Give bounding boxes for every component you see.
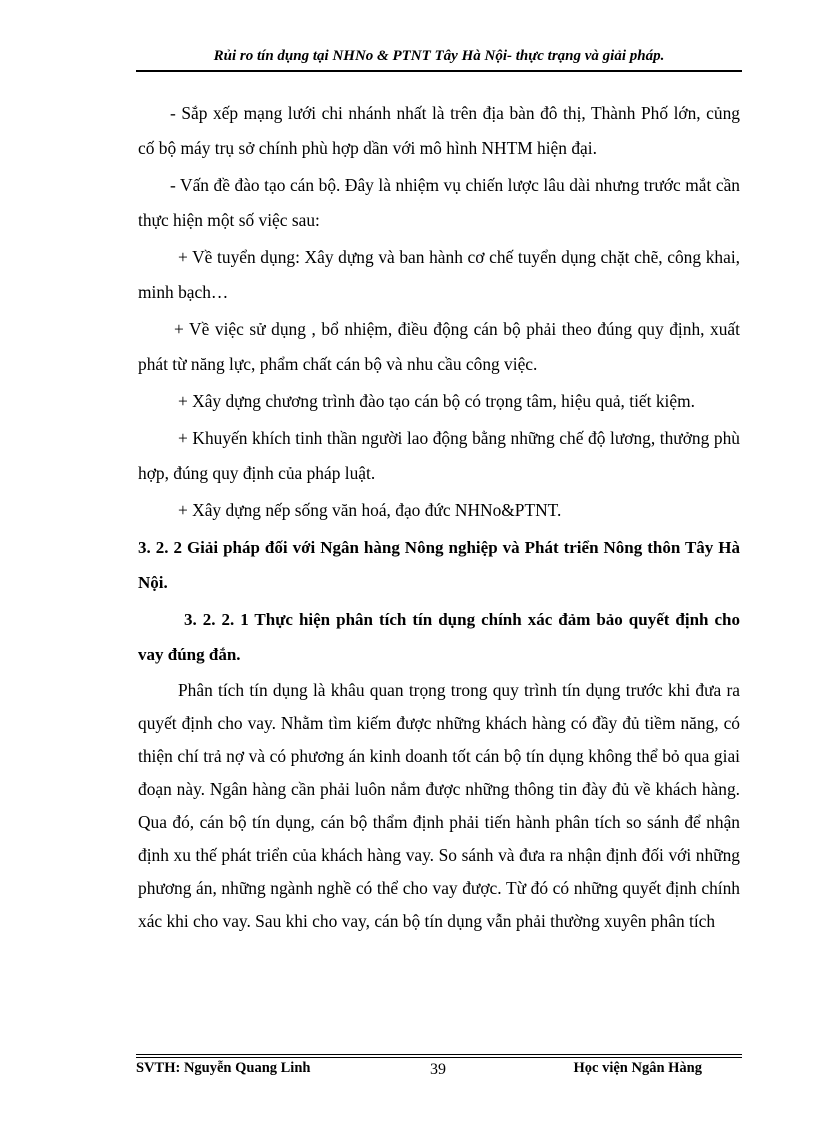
section-heading: 3. 2. 2 Giải pháp đối với Ngân hàng Nông nghiệp và Phát triển Nông thôn Tây Hà Nội. (138, 538, 740, 592)
paragraph-recruitment: + Về tuyển dụng: Xây dựng và ban hành cơ chế tuyển dụng chặt chẽ, công khai, minh bạch… (138, 247, 740, 302)
footer-page-number: 39 (430, 1061, 446, 1078)
footer-rule-bottom (136, 1057, 742, 1058)
paragraph-culture: + Xây dựng nếp sống văn hoá, đạo đức NHNo&PTNT. (178, 500, 562, 520)
page-header (136, 46, 742, 72)
paragraph-credit-analysis: Phân tích tín dụng là khâu quan trọng trong quy trình tín dụng trước khi đưa ra quyết định cho vay. Nhằm tìm kiếm được những khách hàng có đầy đủ tiềm năng, có thiện chí trả nợ và có phương án kinh doanh tốt cán bộ tín dụng không thể bỏ qua giai đoạn này. Ngân hàng cần phải luôn nắm được những thông tin đày đủ về khách hàng. Qua đó, cán bộ tín dụng, cán bộ thẩm định phải tiến hành phân tích so sánh để nhận định xu thế phát triển của khách hàng vay. So sánh và đưa ra nhận định đối với những phương án, những ngành nghề có thể cho vay được. Từ đó có những quyết định chính xác khi cho vay. Sau khi cho vay, cán bộ tín dụng vẫn phải thường xuyên phân tích (138, 680, 740, 931)
footer-institution: Học viện Ngân Hàng (573, 1060, 702, 1076)
paragraph-training-program: + Xây dựng chương trình đào tạo cán bộ có trọng tâm, hiệu quả, tiết kiệm. (178, 391, 695, 411)
footer-author: SVTH: Nguyễn Quang Linh (136, 1060, 311, 1076)
header-rule (136, 70, 742, 72)
header-title: Rủi ro tín dụng tại NHNo & PTNT Tây Hà Nội- thực trạng và giải pháp. (213, 48, 665, 64)
page-footer (136, 1052, 742, 1092)
paragraph-branch-network: - Sắp xếp mạng lưới chi nhánh nhất là trên địa bàn đô thị, Thành Phố lớn, củng cố bộ máy trụ sở chính phù hợp dần với mô hình NHTM hiện đại. (138, 103, 740, 158)
paragraph-staff-usage: + Về việc sử dụng , bổ nhiệm, điều động cán bộ phải theo đúng quy định, xuất phát từ năng lực, phẩm chất cán bộ và nhu cầu công việc. (138, 319, 740, 374)
paragraph-incentives: + Khuyến khích tinh thần người lao động bằng những chế độ lương, thưởng phù hợp, đúng quy định của pháp luật. (138, 428, 740, 483)
document-body (138, 96, 740, 940)
footer-rule-top (136, 1054, 742, 1055)
paragraph-staff-training: - Vấn đề đào tạo cán bộ. Đây là nhiệm vụ chiến lược lâu dài nhưng trước mắt cần thực hiện một số việc sau: (138, 175, 740, 230)
subsection-heading: 3. 2. 2. 1 Thực hiện phân tích tín dụng chính xác đảm bảo quyết định cho vay đúng đắn. (138, 610, 740, 664)
